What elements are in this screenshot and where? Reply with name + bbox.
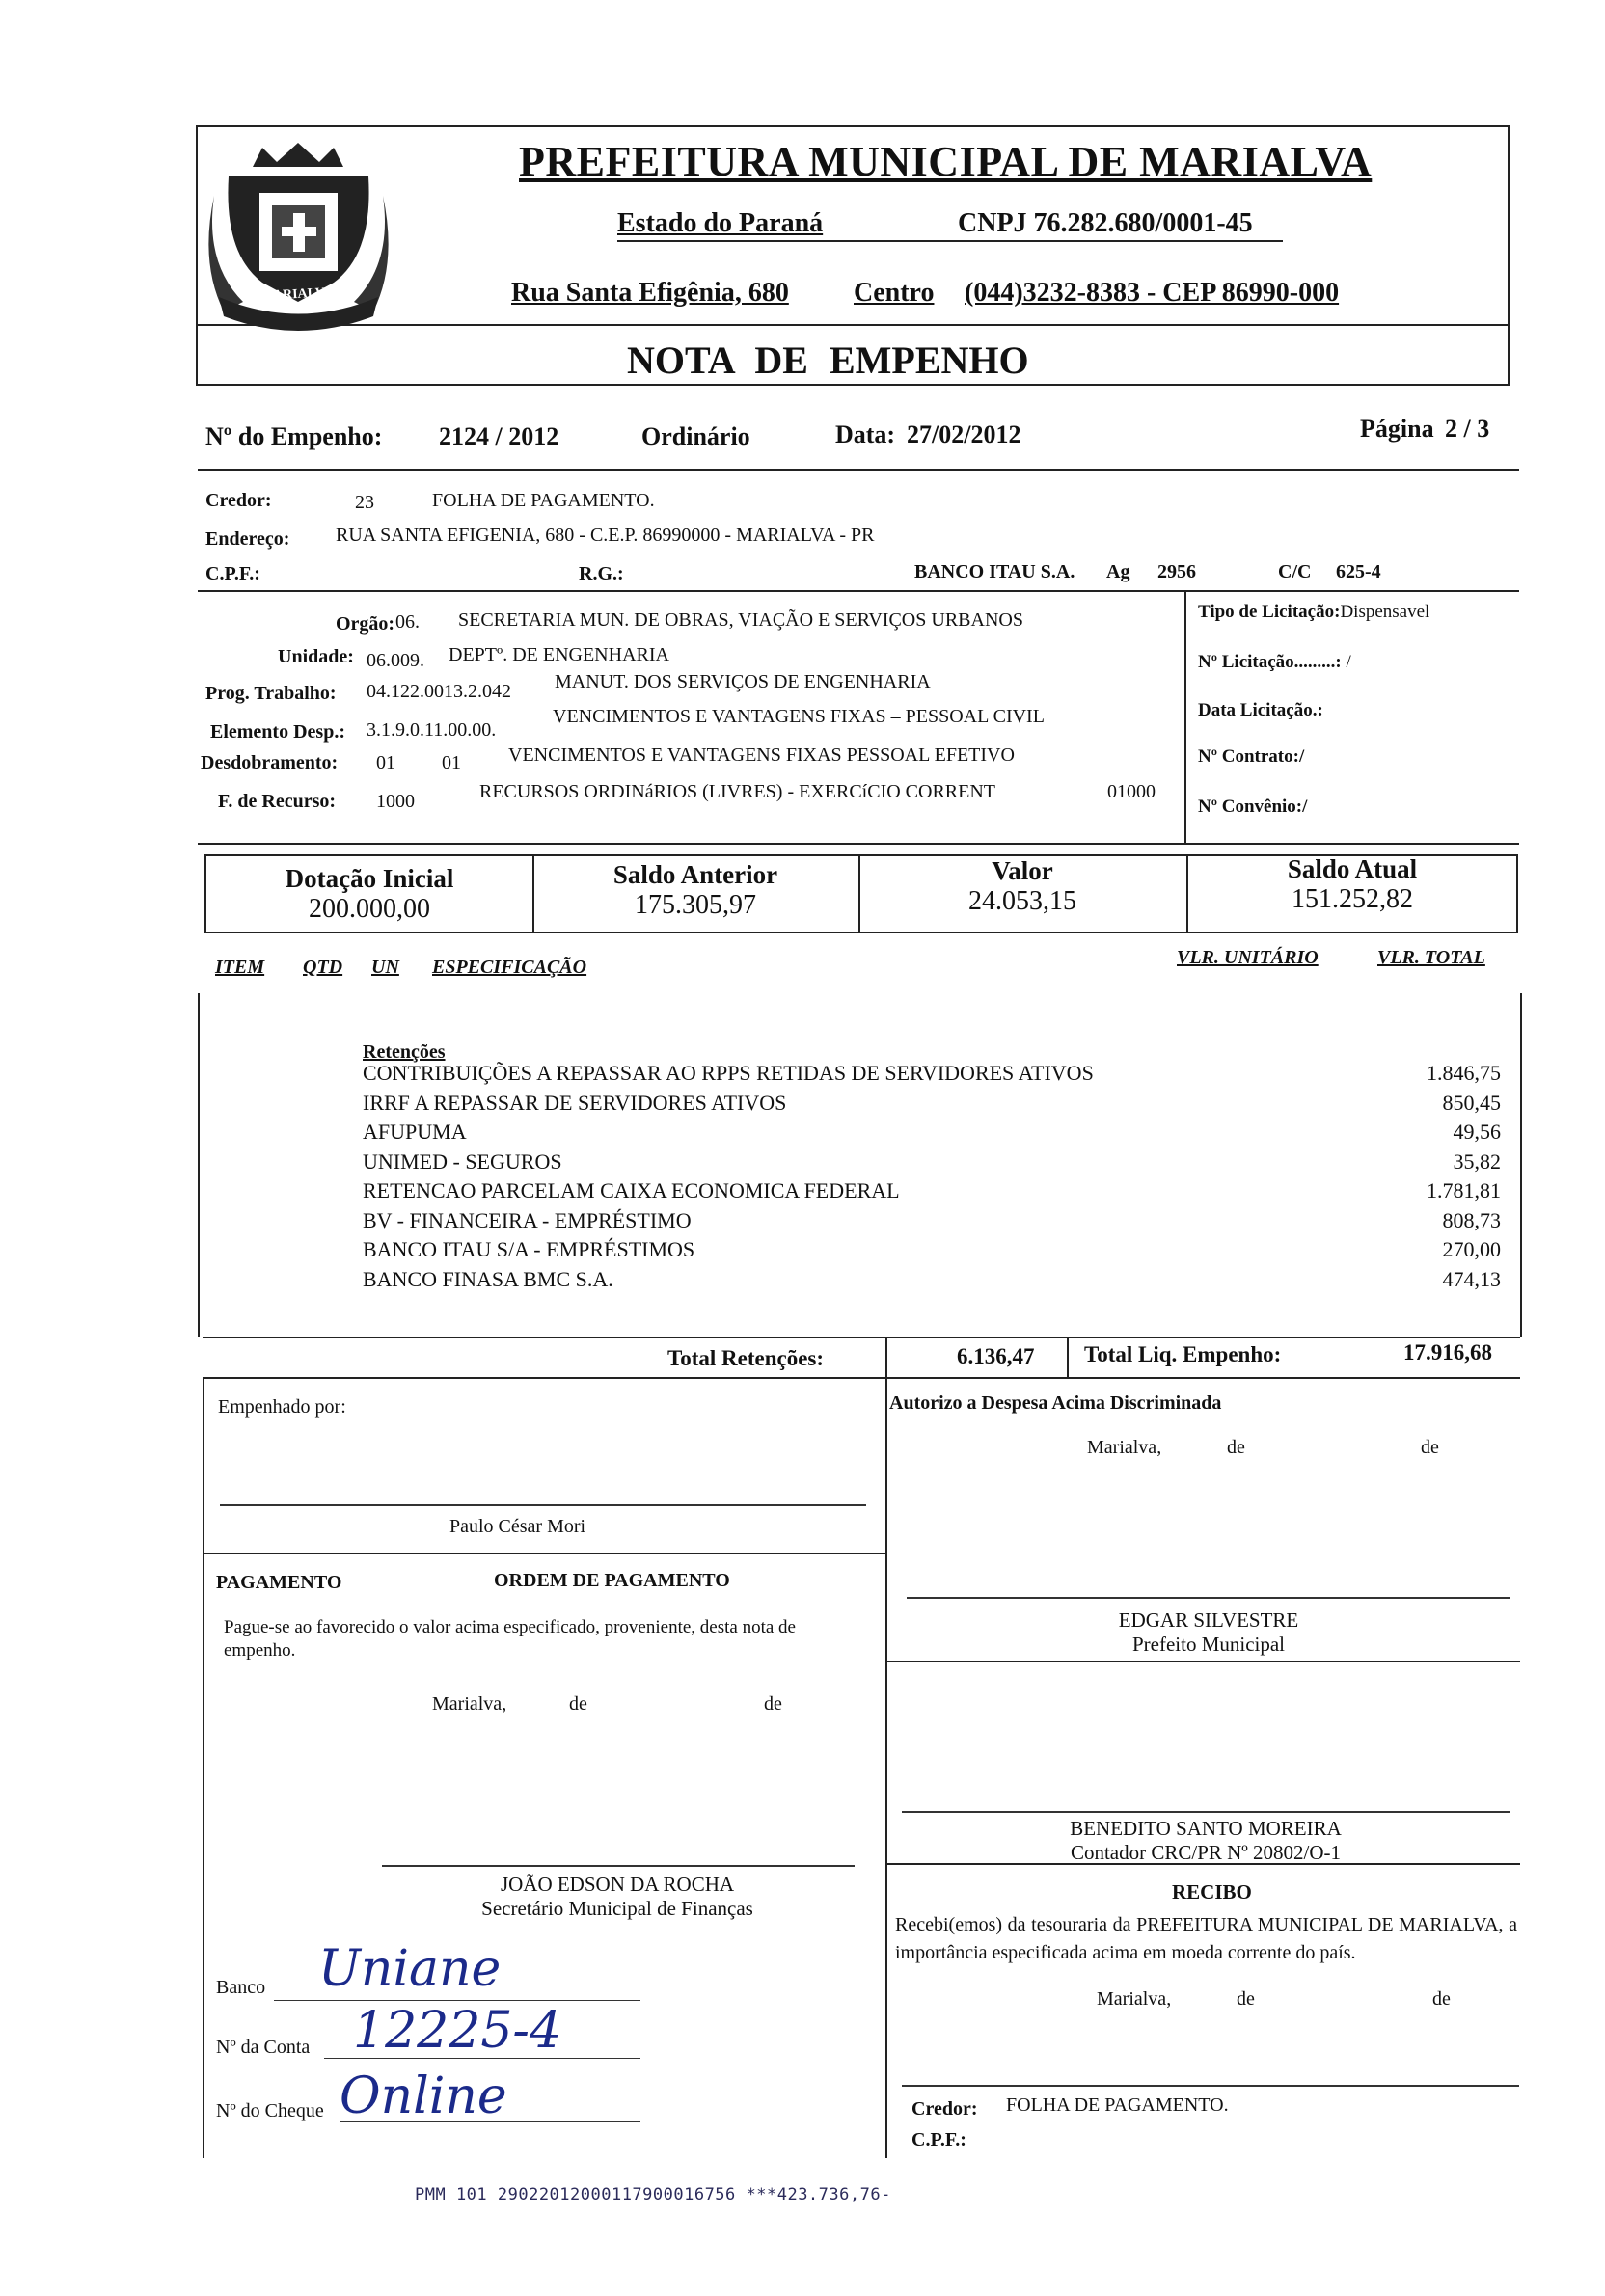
empenho-type: Ordinário [641,422,750,450]
col-un: UN [371,957,399,978]
pague-text: Pague-se ao favorecido o valor acima especificado, proveniente, desta nota de empenho. [224,1617,796,1661]
elemento-desc: VENCIMENTOS E VANTAGENS FIXAS – PESSOAL CIVIL [553,706,1045,727]
retencao-row [363,1120,1501,1149]
retencao-row [363,1061,1501,1091]
saldo-atual-value: 151.252,82 [1292,884,1413,914]
unidade-code: 06.009. [367,650,424,671]
retencao-desc: BANCO ITAU S/A - EMPRÉSTIMOS [363,1237,695,1261]
credor-label: Credor: [205,490,272,511]
retencao-row [363,1178,1501,1208]
pagamento-de-1: de [569,1693,587,1715]
retencao-row [363,1208,1501,1238]
saldo-dotacao-label: Dotação Inicial [285,864,454,893]
licitacao-data-label: Data Licitação.: [1198,700,1323,720]
orgao-desc: SECRETARIA MUN. DE OBRAS, VIAÇÃO E SERVIÇOS URBANOS [458,609,1023,631]
pagamento-place: Marialva, [432,1693,507,1715]
page-title: PREFEITURA MUNICIPAL DE MARIALVA [519,138,1373,185]
convenio-value: / [1302,797,1308,817]
saldo-dotacao [206,864,532,925]
col-item: ITEM [215,957,265,978]
recurso-desc: RECURSOS ORDINáRIOS (LIVRES) - EXERCíCIO CORRENT [479,781,996,802]
licitacao-numero [1198,652,1351,673]
total-retencoes-label: Total Retenções: [667,1346,825,1370]
recibo-signature-line [902,2085,1519,2087]
banco-label: Banco [216,1977,266,1998]
pagamento-de-2: de [764,1693,782,1715]
document-title: NOTA DE EMPENHO [627,338,1029,382]
col-spec: ESPECIFICAÇÃO [432,957,587,978]
prefeito-divider [885,1661,1520,1662]
contrato-value: / [1298,746,1305,767]
retencao-row [363,1237,1501,1267]
retencao-desc: CONTRIBUIÇÕES A REPASSAR AO RPPS RETIDAS DE SERVIDORES ATIVOS [363,1061,1094,1085]
saldo-anterior-value: 175.305,97 [635,890,756,920]
col-qtd: QTD [303,957,343,978]
convenio-label: Nº Convênio: [1198,797,1303,817]
ag-label: Ag [1106,561,1130,582]
empenho-number-label: Nº do Empenho: [205,422,383,450]
pagamento-label: PAGAMENTO [216,1572,342,1593]
saldo-valor-label: Valor [992,856,1053,885]
recibo-cpf-label: C.P.F.: [911,2129,966,2150]
retencao-row [363,1149,1501,1179]
items-left-border [198,993,200,1337]
unidade-desc: DEPTº. DE ENGENHARIA [449,644,669,665]
phone-cep: (044)3232-8383 - CEP 86990-000 [965,278,1340,308]
total-liquido-value: 17.916,68 [1403,1340,1492,1364]
logo-ribbon-text: MARIALVA [259,285,334,304]
col-total-value: VLR. TOTAL [1377,947,1485,968]
state-name: Estado do Paraná [617,208,824,238]
licitacao-tipo-label [1198,602,1429,623]
prefeito-signature-line [907,1597,1510,1599]
contador-divider [885,1863,1520,1865]
autorizo-label: Autorizo a Despesa Acima Discriminada [889,1392,1222,1414]
contador-signature-line [902,1811,1510,1813]
divider-budget [198,843,1519,845]
bank-name: BANCO ITAU S.A. [914,561,1075,582]
ag-number: 2956 [1157,561,1196,582]
retencoes-list [363,1061,1501,1296]
address-label: Endereço: [205,528,290,550]
credor-address: RUA SANTA EFIGENIA, 680 - C.E.P. 86990000 - MARIALVA - PR [336,525,875,546]
secretario-signature-line [382,1865,855,1867]
empenhado-name: Paulo César Mori [449,1516,586,1537]
licitacao-contrato [1198,746,1304,768]
total-liquido-label: Total Liq. Empenho: [1084,1342,1282,1366]
recurso-code: 1000 [376,791,415,812]
cheque-label: Nº do Cheque [216,2100,324,2121]
secretario-name: JOÃO EDSON DA ROCHA [500,1873,735,1896]
credor-name: FOLHA DE PAGAMENTO. [432,490,655,511]
desdobramento-desc: VENCIMENTOS E VANTAGENS FIXAS PESSOAL EFETIVO [508,744,1015,766]
totals-divider-1 [885,1337,887,1377]
saldo-dotacao-value: 200.000,00 [309,894,430,924]
retencao-desc: BANCO FINASA BMC S.A. [363,1266,613,1291]
retencao-row [363,1091,1501,1121]
empenho-date: 27/02/2012 [907,420,1021,448]
cc-label: C/C [1278,561,1312,582]
saldo-anterior-label: Saldo Anterior [612,860,778,889]
desdobramento-a: 01 [376,752,395,773]
autorizo-de-2: de [1421,1437,1439,1458]
recibo-de-2: de [1432,1988,1451,2010]
recibo-label: RECIBO [1172,1880,1252,1904]
orgao-code: 06. [395,611,420,633]
empenhado-divider [203,1553,885,1554]
saldo-valor [858,856,1186,917]
conta-label: Nº da Conta [216,2037,311,2058]
page-label: Página [1360,415,1434,443]
retencao-desc: UNIMED - SEGUROS [363,1148,562,1174]
banco-line [274,2000,640,2001]
retencao-desc: AFUPUMA [363,1120,467,1144]
empenhado-label: Empenhado por: [218,1396,346,1418]
contador-role: Contador CRC/PR Nº 20802/O-1 [1070,1841,1342,1864]
col-unit-value: VLR. UNITÁRIO [1177,947,1319,968]
elemento-label: Elemento Desp.: [210,721,345,743]
saldo-anterior [532,860,858,921]
retencao-value: 850,45 [1442,1090,1501,1115]
totals-top-line [203,1337,1520,1338]
cc-number: 625-4 [1336,561,1381,582]
items-right-border [1520,993,1522,1337]
totals-divider-2 [1067,1337,1069,1377]
prefeito-block [907,1608,1510,1657]
header-divider [196,324,1510,326]
total-retencoes-value: 6.136,47 [957,1344,1035,1368]
recibo-credor-value: FOLHA DE PAGAMENTO. [1006,2094,1229,2116]
state-underline [617,240,1283,242]
district: Centro [854,278,935,308]
cnpj: CNPJ 76.282.680/0001-45 [958,208,1253,238]
retencao-desc: IRRF A REPASSAR DE SERVIDORES ATIVOS [363,1090,787,1115]
licitacao-convenio [1198,797,1307,818]
prefeito-name: EDGAR SILVESTRE [1118,1608,1299,1632]
credor-code: 23 [355,492,374,513]
unidade-label: Unidade: [278,646,354,667]
secretario-role: Secretário Municipal de Finanças [481,1897,753,1920]
banco-handwriting: Uniane [318,1940,502,1998]
secretario-block [367,1873,868,1921]
totals-bottom-line [203,1377,1520,1379]
recurso-label: F. de Recurso: [218,791,337,812]
licitacao-numero-value: / [1346,652,1351,672]
divider-empenho [198,469,1519,471]
cheque-handwriting: Online [340,2067,507,2125]
retencao-desc: BV - FINANCEIRA - EMPRÉSTIMO [363,1207,692,1232]
retencao-value: 808,73 [1442,1207,1501,1232]
empenho-date-label: Data: [835,420,896,448]
coat-of-arms-logo [204,138,393,336]
elemento-code: 3.1.9.0.11.00.00. [367,719,497,741]
prog-label: Prog. Trabalho: [205,683,337,704]
prefeito-role: Prefeito Municipal [1131,1633,1286,1656]
ordem-pagamento-label: ORDEM DE PAGAMENTO [494,1570,730,1591]
contador-block [902,1817,1510,1865]
saldo-atual-label: Saldo Atual [1287,854,1418,883]
desdobramento-b: 01 [442,752,461,773]
cpf-label: C.P.F.: [205,563,260,584]
recibo-text: Recebi(emos) da tesouraria da PREFEITURA MUNICIPAL DE MARIALVA, a importância especificada acima em moeda corrente do país. [895,1914,1517,1963]
retencao-value: 474,13 [1442,1266,1501,1291]
contador-name: BENEDITO SANTO MOREIRA [1070,1817,1342,1840]
autorizo-de-1: de [1227,1437,1245,1458]
retencao-value: 1.781,81 [1427,1178,1501,1202]
retencao-desc: RETENCAO PARCELAM CAIXA ECONOMICA FEDERAL [363,1178,900,1202]
prog-code: 04.122.0013.2.042 [367,681,511,702]
contrato-label: Nº Contrato: [1198,746,1299,767]
street-address: Rua Santa Efigênia, 680 [511,278,789,308]
page-number: 2 / 3 [1445,415,1490,443]
retencao-row [363,1267,1501,1297]
recibo-credor-label: Credor: [911,2098,978,2120]
licitacao-tipo-label-text: Tipo de Licitação: [1198,602,1341,622]
budget-vertical-divider [1184,590,1186,843]
desdobramento-label: Desdobramento: [201,752,339,773]
lower-left-border [203,1377,204,2158]
saldo-valor-value: 24.053,15 [968,886,1076,916]
lower-middle-divider [885,1377,887,2158]
retencao-value: 49,56 [1453,1120,1501,1144]
prog-desc: MANUT. DOS SERVIÇOS DE ENGENHARIA [555,671,931,692]
saldo-atual [1186,854,1518,915]
recurso-ref: 01000 [1107,781,1156,802]
divider-credor [198,590,1519,592]
retencao-value: 35,82 [1453,1148,1501,1174]
autorizo-place: Marialva, [1087,1437,1162,1458]
licitacao-numero-label: Nº Licitação.........: [1198,652,1342,672]
empenho-number: 2124 / 2012 [439,422,559,450]
orgao-label: Orgão: [336,613,395,635]
recibo-de-1: de [1237,1988,1255,2010]
retencao-value: 1.846,75 [1427,1061,1501,1085]
retencao-value: 270,00 [1442,1237,1501,1261]
empenhado-signature-line [220,1504,866,1506]
recibo-place: Marialva, [1097,1988,1172,2010]
rg-label: R.G.: [579,563,624,584]
retencoes-title: Retenções [363,1041,446,1063]
licitacao-tipo-value: Dispensavel [1340,602,1430,622]
footer-code: PMM 101 29022012000117900016756 ***423.736,76- [415,2185,891,2204]
conta-handwriting: 12225-4 [353,2002,562,2060]
